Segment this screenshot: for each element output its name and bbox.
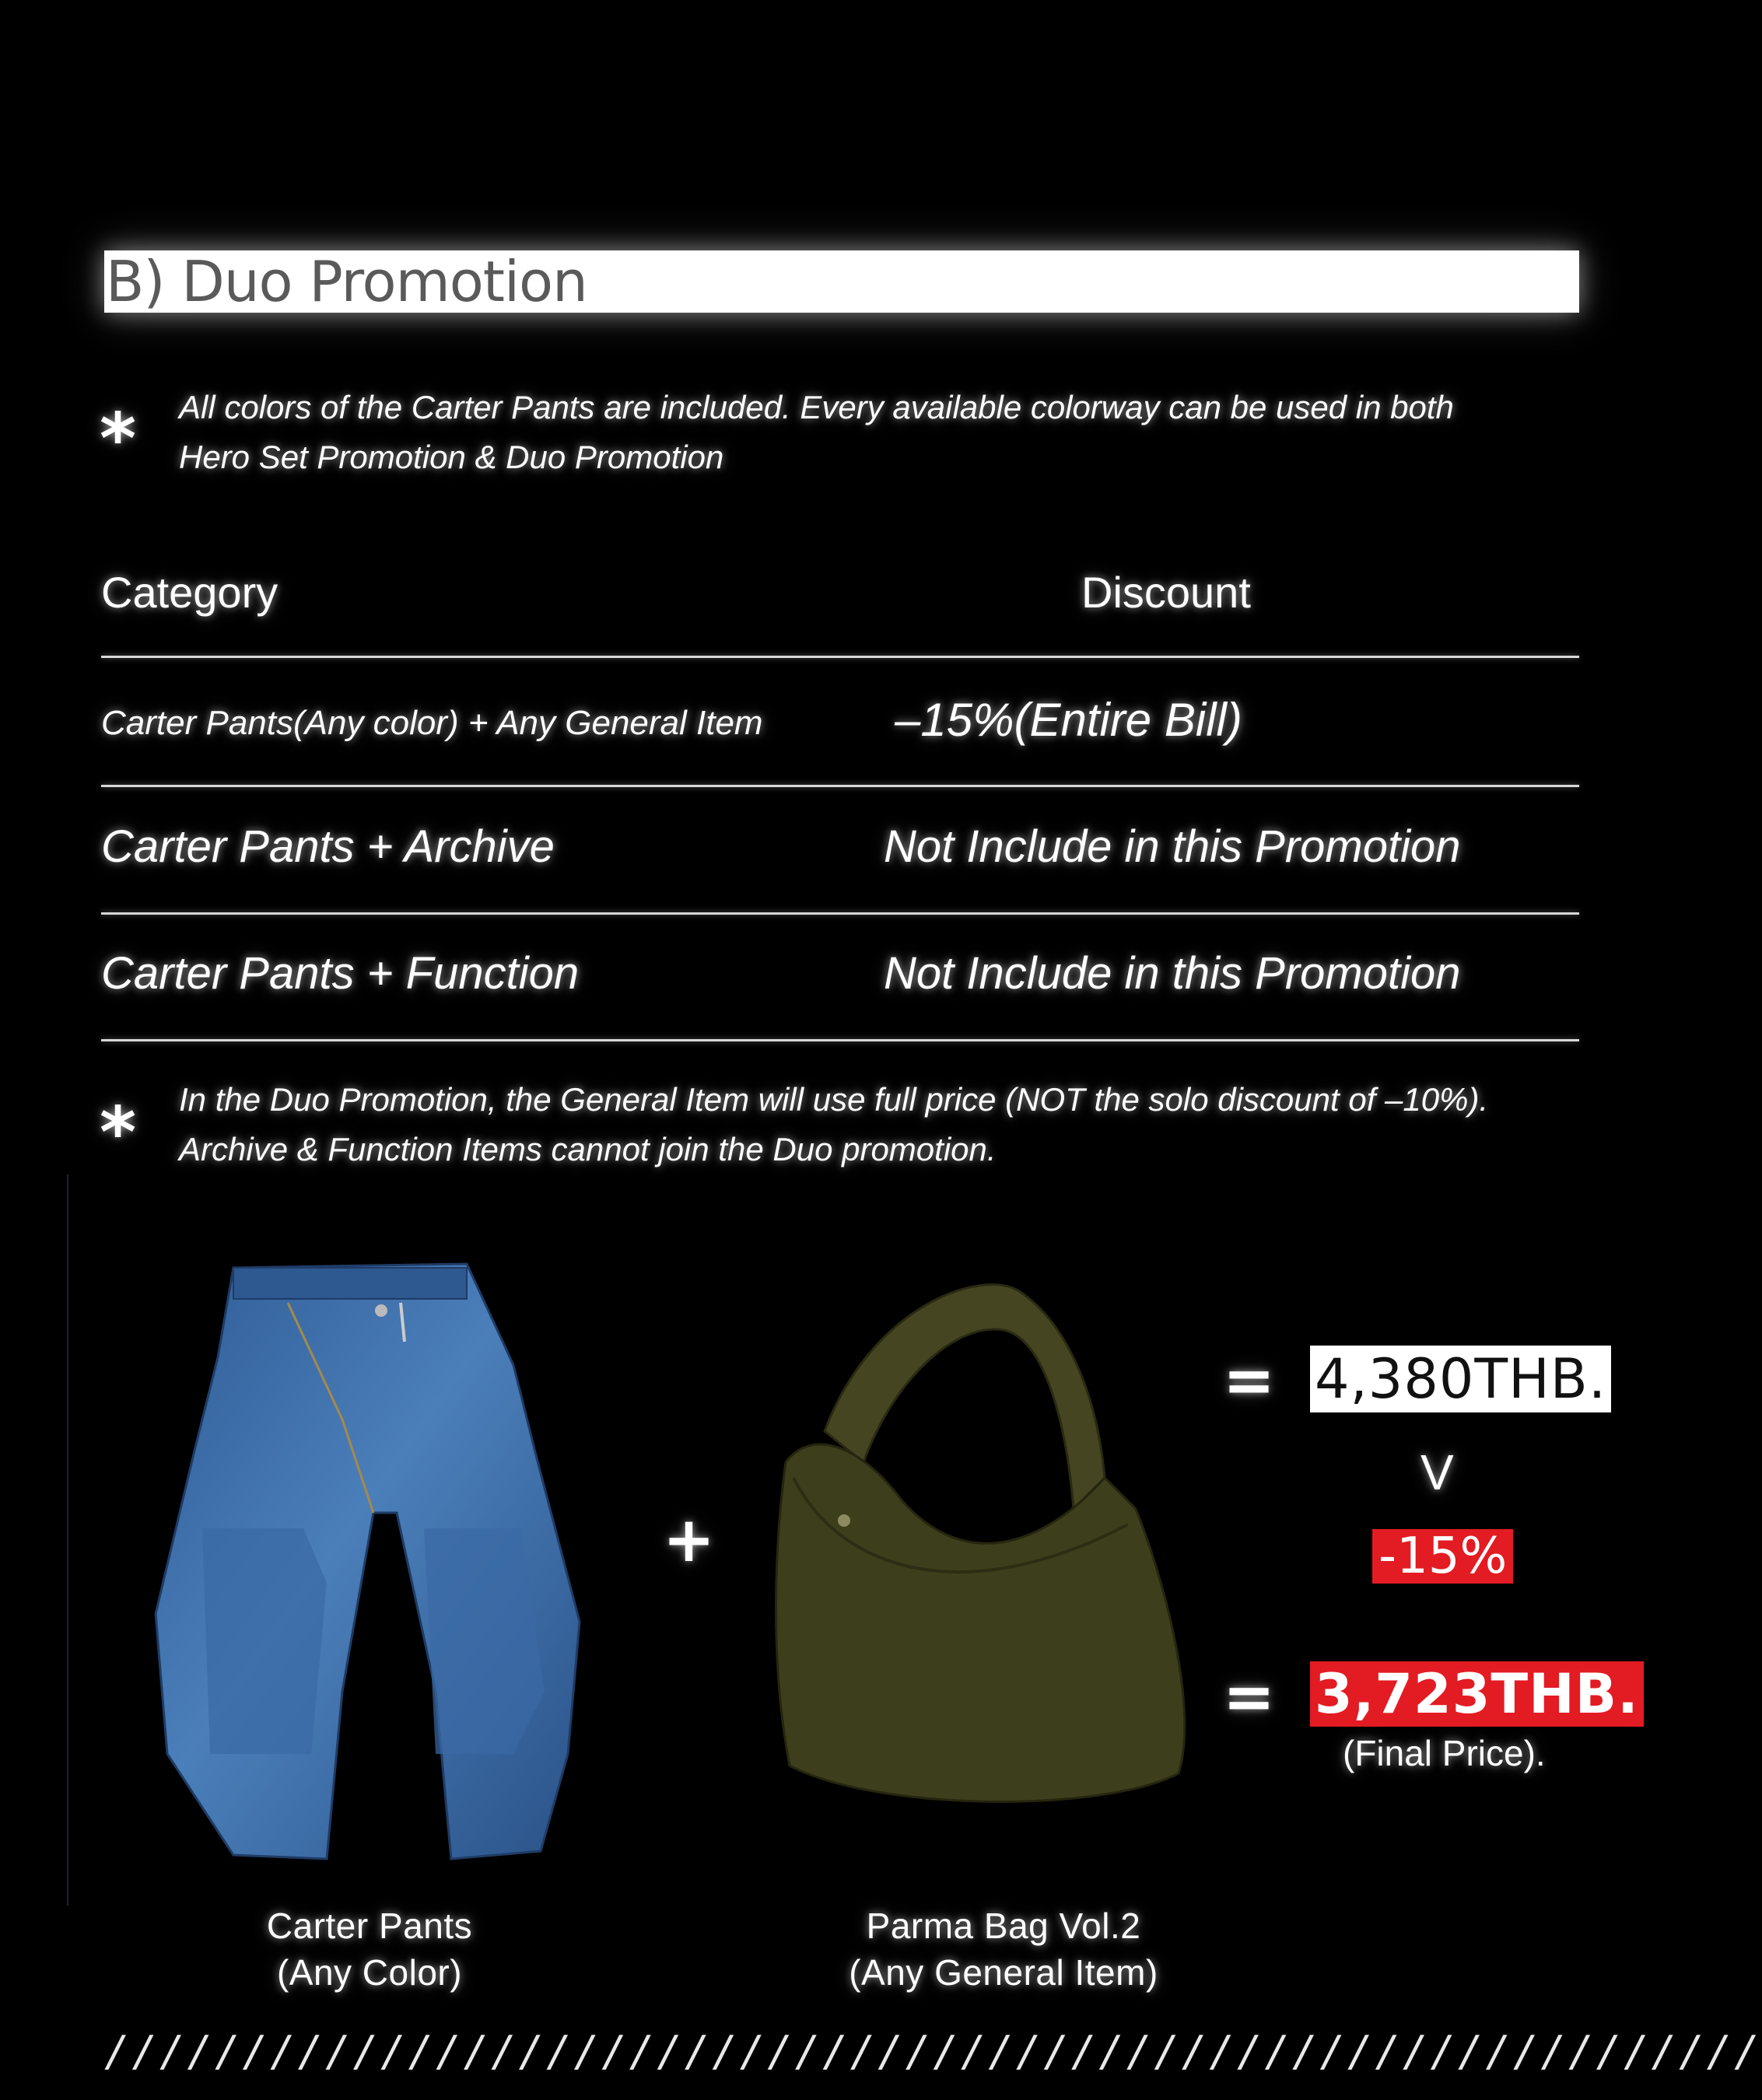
slash-divider: //////////////////////////////////////////////////////////// (104, 2027, 1762, 2076)
down-arrow-icon: V (1420, 1444, 1454, 1500)
note-top-line1: All colors of the Carter Pants are included. Every available colorway can be used in both (179, 389, 1454, 425)
equals-icon: = (1223, 1661, 1276, 1733)
row3-category: Carter Pants + Function (101, 948, 580, 999)
table-divider (101, 912, 1579, 915)
note-bottom-line1: In the Duo Promotion, the General Item will use full price (NOT the solo discount of –10%). (179, 1081, 1489, 1118)
plus-icon: + (663, 1503, 716, 1576)
section-title-bar (104, 250, 1579, 313)
row1-discount: –15%(Entire Bill) (895, 694, 1242, 746)
pants-label (187, 1902, 552, 1996)
asterisk-icon: * (100, 398, 137, 480)
row1-category: Carter Pants(Any color) + Any General Item (101, 704, 763, 742)
bag-note: (Any General Item) (849, 1952, 1158, 1993)
table-divider (101, 785, 1579, 787)
table-divider (101, 656, 1579, 658)
header-discount: Discount (1081, 568, 1251, 617)
header-category: Category (101, 568, 278, 617)
final-price: 3,723THB. (1310, 1661, 1644, 1727)
equals-icon: = (1223, 1344, 1276, 1416)
note-top-line2: Hero Set Promotion & Duo Promotion (179, 439, 724, 475)
asterisk-icon: * (100, 1092, 137, 1174)
subtotal-price: 4,380THB. (1310, 1346, 1611, 1412)
parma-bag-image (762, 1276, 1214, 1820)
bag-label (801, 1902, 1206, 1996)
row2-discount: Not Include in this Promotion (884, 821, 1461, 872)
carter-pants-image (148, 1256, 599, 1871)
pants-name: Carter Pants (266, 1906, 473, 1946)
row2-category: Carter Pants + Archive (101, 821, 555, 872)
table-divider (101, 1039, 1579, 1041)
note-bottom (179, 1075, 1657, 1174)
section-title: B) Duo Promotion (106, 249, 587, 314)
pants-note: (Any Color) (276, 1952, 463, 1993)
note-bottom-line2: Archive & Function Items cannot join the Duo promotion. (179, 1131, 997, 1167)
row3-discount: Not Include in this Promotion (884, 948, 1461, 999)
discount-badge: -15% (1372, 1529, 1513, 1584)
note-top (179, 383, 1657, 482)
bag-name: Parma Bag Vol.2 (866, 1906, 1141, 1946)
final-price-label: (Final Price). (1343, 1733, 1546, 1773)
decorative-line (67, 1174, 68, 1906)
